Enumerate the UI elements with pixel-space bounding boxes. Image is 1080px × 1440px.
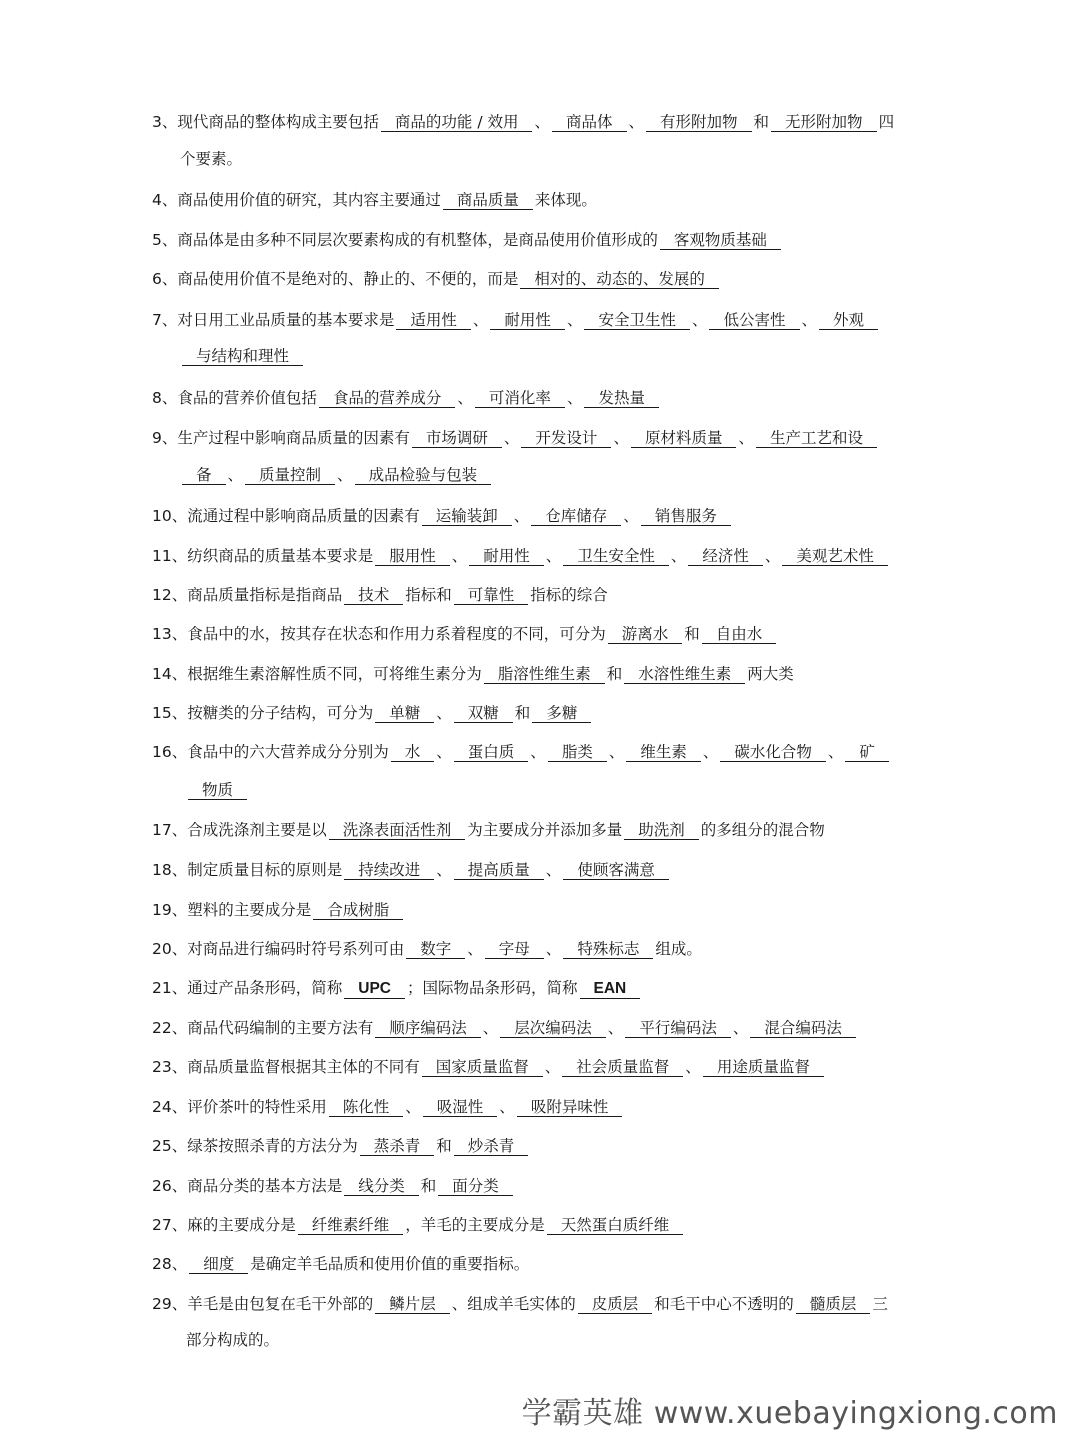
watermark: 学霸英雄 www.xuebayingxiong.com (521, 1396, 1058, 1431)
question-text: 的多组分的混合物 (700, 821, 825, 839)
question-number: 18、 (152, 861, 188, 879)
answer-blank: 字母 (485, 940, 544, 959)
question-item (152, 734, 982, 770)
answer-blank: 脂溶性维生素 (484, 665, 605, 684)
question-text: 、 (827, 743, 844, 761)
answer-blank: 游离水 (608, 625, 683, 644)
question-item (152, 931, 982, 967)
answer-blank: 商品质量 (443, 191, 533, 210)
question-text: 、 (545, 861, 562, 879)
answer-blank: 相对的、动态的、发展的 (520, 270, 719, 289)
question-number: 7、 (152, 311, 178, 329)
answer-blank: 蛋白质 (454, 743, 529, 762)
question-text: 、 (732, 1019, 749, 1037)
question-text: 和 (420, 1177, 437, 1195)
answer-blank: 国家质量监督 (422, 1058, 543, 1077)
question-number: 3、 (152, 113, 178, 131)
question-text: 商品代码编制的主要方法有 (187, 1019, 374, 1037)
question-number: 15、 (152, 704, 188, 722)
question-text: 、 (534, 113, 550, 131)
answer-blank: 开发设计 (521, 429, 611, 448)
question-text: 、 (482, 1019, 499, 1037)
answer-blank: 客观物质基础 (660, 231, 781, 250)
question-text: 和 (684, 625, 700, 643)
answer-blank: 食品的营养成分 (319, 389, 456, 408)
answer-blank: 混合编码法 (750, 1019, 856, 1038)
answer-blank: 技术 (344, 586, 403, 605)
question-text: 通过产品条形码，简称 (187, 979, 343, 997)
question-number: 17、 (152, 821, 188, 839)
answer-blank: 陈化性 (329, 1098, 404, 1117)
question-text: 、 (530, 743, 546, 761)
question-text: 是确定羊毛品质和使用价值的重要指标。 (250, 1255, 530, 1273)
answer-blank: 纤维素纤维 (298, 1216, 404, 1235)
question-text: 指标和 (405, 586, 452, 604)
question-text: 四 (878, 113, 895, 131)
answer-blank: 水溶性维生素 (624, 665, 745, 684)
question-text: 商品质量指标是指商品 (187, 586, 343, 604)
question-text: 生产过程中影响商品质量的因素有 (177, 429, 410, 447)
question-number: 6、 (152, 270, 178, 288)
question-item (152, 222, 982, 258)
question-text: 、 (628, 113, 645, 131)
answer-blank: 碳水化合物 (720, 743, 826, 762)
answer-blank: 脂类 (548, 743, 607, 762)
question-item (152, 104, 982, 140)
question-text: 三 (872, 1295, 888, 1313)
question-text: 商品使用价值不是绝对的、静止的、不便的，而是 (177, 270, 519, 288)
question-number: 29、 (152, 1295, 188, 1313)
question-item (152, 892, 982, 928)
question-text: 、 (764, 547, 781, 565)
answer-blank: 安全卫生性 (584, 311, 690, 330)
question-text: 、 (436, 743, 452, 761)
question-text: 个要素。 (180, 150, 243, 168)
question-item (152, 498, 982, 534)
question-text: 、 (451, 547, 468, 565)
question-text: 、 (566, 311, 583, 329)
answer-blank: 市场调研 (412, 429, 502, 448)
answer-blank: 平行编码法 (625, 1019, 731, 1038)
question-item (152, 1246, 982, 1282)
answer-blank: 有形附加物 (646, 113, 752, 132)
question-item (152, 1207, 982, 1243)
answer-blank: 合成树脂 (313, 901, 403, 920)
question-text: 纺织商品的质量基本要求是 (187, 547, 374, 565)
answer-blank: 原材料质量 (631, 429, 737, 448)
answer-blank: 与结构和理性 (182, 347, 303, 366)
answer-blank: 吸湿性 (423, 1098, 498, 1117)
question-text: 、 (472, 311, 489, 329)
question-text: 合成洗涤剂主要是以 (187, 821, 327, 839)
question-number: 14、 (152, 665, 188, 683)
question-text: 食品中的水，按其存在状态和作用力系着程度的不同，可分为 (187, 625, 606, 643)
question-text: 指标的综合 (530, 586, 608, 604)
answer-blank: 耐用性 (469, 547, 544, 566)
question-item (152, 852, 982, 888)
answer-blank: 炒杀青 (454, 1137, 529, 1156)
answer-blank: 助洗剂 (624, 821, 699, 840)
question-text: 、 (513, 507, 530, 525)
question-item (152, 261, 982, 297)
question-text: ，羊毛的主要成分是 (405, 1216, 545, 1234)
question-text: 、 (608, 743, 625, 761)
question-number: 25、 (152, 1137, 188, 1155)
question-text: 商品体是由多种不同层次要素构成的有机整体，是商品使用价值形成的 (177, 231, 658, 249)
question-text: 为主要成分并添加多量 (467, 821, 623, 839)
answer-blank: 持续改进 (344, 861, 434, 880)
question-text: 组成。 (655, 940, 702, 958)
question-text: 、 (227, 466, 244, 484)
answer-blank: 社会质量监督 (562, 1058, 683, 1077)
question-text: 食品中的六大营养成分分别为 (187, 743, 389, 761)
answer-blank: 使顾客满意 (563, 861, 669, 880)
question-text: 、 (801, 311, 818, 329)
question-item (152, 970, 982, 1006)
question-text: 和 (436, 1137, 452, 1155)
question-item (152, 1010, 982, 1046)
question-text: 流通过程中影响商品质量的因素有 (187, 507, 420, 525)
answer-blank: 物质 (188, 781, 247, 800)
question-text: 绿茶按照杀青的方法分为 (187, 1137, 358, 1155)
question-item (152, 538, 982, 574)
answer-blank: 无形附加物 (771, 113, 877, 132)
question-continuation (186, 1322, 279, 1358)
question-item (152, 1089, 982, 1125)
question-number: 27、 (152, 1216, 188, 1234)
question-number: 26、 (152, 1177, 188, 1195)
answer-blank: 运输装卸 (422, 507, 512, 526)
answer-blank: 自由水 (702, 625, 777, 644)
answer-blank: 商品的功能 / 效用 (381, 113, 533, 132)
question-number: 13、 (152, 625, 188, 643)
question-text: 、 (566, 389, 583, 407)
question-text: 、 (467, 940, 483, 958)
answer-blank: 低公害性 (709, 311, 799, 330)
answer-blank: 美观艺术性 (782, 547, 888, 566)
question-number: 11、 (152, 547, 188, 565)
question-text: 、 (544, 1058, 561, 1076)
answer-blank: 数字 (406, 940, 465, 959)
question-number: 16、 (152, 743, 188, 761)
question-text: 、 (405, 1098, 421, 1116)
question-text: 两大类 (747, 665, 794, 683)
question-number: 20、 (152, 940, 188, 958)
question-item (152, 380, 982, 416)
question-number: 9、 (152, 429, 178, 447)
answer-blank: 可靠性 (454, 586, 529, 605)
question-number: 19、 (152, 901, 188, 919)
question-text: 评价茶叶的特性采用 (187, 1098, 327, 1116)
question-number: 22、 (152, 1019, 188, 1037)
answer-blank: 细度 (189, 1255, 248, 1274)
question-text: 和 (753, 113, 770, 131)
answer-blank: 蒸杀青 (360, 1137, 435, 1156)
question-text: 、 (436, 861, 452, 879)
answer-blank: 成品检验与包装 (355, 466, 492, 485)
question-text: 商品分类的基本方法是 (187, 1177, 343, 1195)
question-item (152, 1049, 982, 1085)
answer-blank: 提高质量 (454, 861, 544, 880)
answer-blank: 用途质量监督 (703, 1058, 824, 1077)
question-text: 制定质量目标的原则是 (187, 861, 343, 879)
answer-blank: 吸附异味性 (517, 1098, 623, 1117)
question-text: 、 (436, 704, 452, 722)
question-continuation (180, 457, 493, 493)
question-text: 食品的营养价值包括 (177, 389, 317, 407)
answer-blank: UPC (344, 980, 405, 999)
question-continuation (186, 772, 249, 808)
answer-blank: 天然蛋白质纤维 (547, 1216, 684, 1235)
question-text: 、 (691, 311, 708, 329)
question-item (152, 1128, 982, 1164)
question-number: 24、 (152, 1098, 188, 1116)
question-number: 23、 (152, 1058, 188, 1076)
question-text: ；国际物品条形码，简称 (406, 979, 578, 997)
question-continuation (180, 338, 305, 374)
answer-blank: 质量控制 (245, 466, 335, 485)
answer-blank: 特殊标志 (563, 940, 653, 959)
answer-blank: 发热量 (584, 389, 659, 408)
answer-blank: 单糖 (375, 704, 434, 723)
answer-blank: 多糖 (532, 704, 591, 723)
question-text: 、 (613, 429, 629, 447)
question-text: 、 (670, 547, 687, 565)
answer-blank: 层次编码法 (500, 1019, 606, 1038)
question-text: 、 (337, 466, 353, 484)
answer-blank: 矿 (845, 743, 889, 762)
question-text: 、 (607, 1019, 624, 1037)
question-text: 对日用工业品质量的基本要求是 (177, 311, 395, 329)
question-number: 5、 (152, 231, 178, 249)
question-item (152, 656, 982, 692)
question-item (152, 812, 982, 848)
question-item (152, 577, 982, 613)
question-text: 现代商品的整体构成主要包括 (177, 113, 379, 131)
answer-blank: 备 (182, 466, 226, 485)
question-text: 、 (503, 429, 520, 447)
question-continuation (180, 141, 242, 177)
answer-blank: 销售服务 (641, 507, 731, 526)
question-item (152, 420, 982, 456)
answer-blank: 外观 (819, 311, 878, 330)
question-number: 8、 (152, 389, 178, 407)
question-item (152, 1168, 982, 1204)
question-text: 塑料的主要成分是 (187, 901, 312, 919)
answer-blank: 服用性 (375, 547, 450, 566)
answer-blank: 鳞片层 (375, 1295, 450, 1314)
answer-blank: 双糖 (454, 704, 513, 723)
question-text: 、 (738, 429, 754, 447)
answer-blank: 商品体 (552, 113, 627, 132)
question-text: 和 (606, 665, 623, 683)
answer-blank: 皮质层 (578, 1295, 653, 1314)
question-text: 羊毛是由包复在毛干外部的 (187, 1295, 374, 1313)
question-text: 对商品进行编码时符号系列可由 (187, 940, 405, 958)
question-text: 、 (545, 547, 562, 565)
question-item (152, 182, 982, 218)
answer-blank: 经济性 (688, 547, 763, 566)
question-text: 商品使用价值的研究，其内容主要通过 (177, 191, 441, 209)
question-text: 、 (499, 1098, 515, 1116)
question-number: 4、 (152, 191, 178, 209)
answer-blank: 洗涤表面活性剂 (329, 821, 466, 840)
question-text: 商品质量监督根据其主体的不同有 (187, 1058, 420, 1076)
question-number: 28、 (152, 1255, 188, 1273)
question-item (152, 616, 982, 652)
question-text: 、 (685, 1058, 701, 1076)
question-text: 来体现。 (534, 191, 597, 209)
answer-blank: 维生素 (626, 743, 701, 762)
answer-blank: 面分类 (438, 1177, 513, 1196)
question-number: 10、 (152, 507, 188, 525)
answer-blank: 水 (391, 743, 435, 762)
question-text: 根据维生素溶解性质不同，可将维生素分为 (187, 665, 482, 683)
question-number: 21、 (152, 979, 188, 997)
question-number: 12、 (152, 586, 188, 604)
answer-blank: 适用性 (396, 311, 471, 330)
question-text: 、 (702, 743, 719, 761)
question-text: 、 (457, 389, 473, 407)
answer-blank: 耐用性 (490, 311, 565, 330)
question-item (152, 695, 982, 731)
question-text: 麻的主要成分是 (187, 1216, 296, 1234)
question-text: 、组成羊毛实体的 (451, 1295, 576, 1313)
answer-blank: 顺序编码法 (375, 1019, 481, 1038)
question-text: 、 (545, 940, 562, 958)
question-text: 和 (514, 704, 531, 722)
question-text: 和毛干中心不透明的 (654, 1295, 794, 1313)
question-text: 部分构成的。 (186, 1331, 280, 1349)
answer-blank: 仓库储存 (531, 507, 621, 526)
answer-blank: 髓质层 (796, 1295, 871, 1314)
answer-blank: 可消化率 (475, 389, 565, 408)
question-item (152, 1286, 982, 1322)
answer-blank: EAN (580, 980, 641, 999)
question-item (152, 302, 982, 338)
answer-blank: 线分类 (344, 1177, 419, 1196)
answer-blank: 生产工艺和设 (756, 429, 877, 448)
answer-blank: 卫生安全性 (563, 547, 669, 566)
question-text: 、 (623, 507, 639, 525)
question-text: 按糖类的分子结构，可分为 (187, 704, 374, 722)
